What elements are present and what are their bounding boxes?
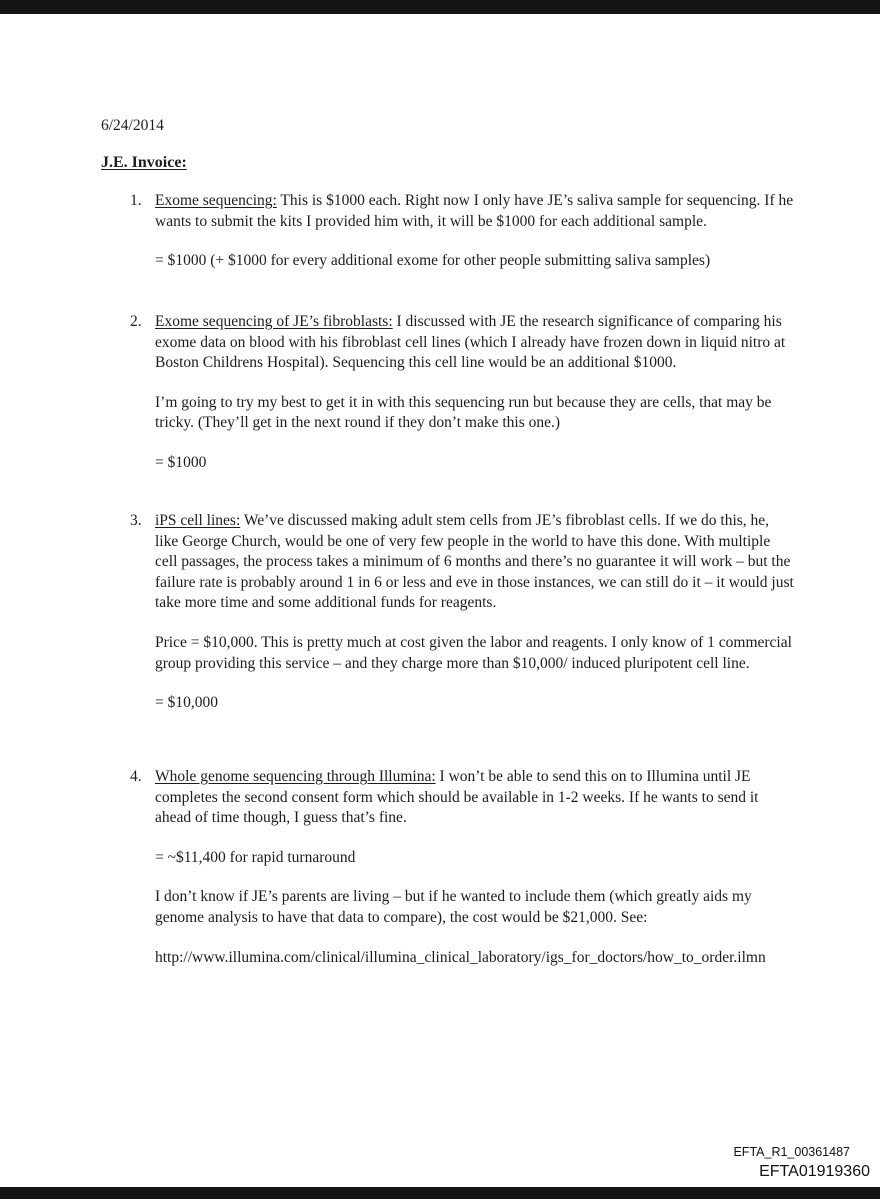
bates-stamp-small: EFTA_R1_00361487 <box>733 1145 850 1159</box>
item-text: This is $1000 each. Right now I only have JE’s saliva sample for sequencing. If he wants to submit the kits I provided him with, it will be $1000 for each additional sample. <box>155 192 794 230</box>
item-cost: = $1000 (+ $1000 for every additional exome for other people submitting saliva samples) <box>155 252 711 270</box>
item-cost: = $10,000 <box>155 694 218 712</box>
item-title: Whole genome sequencing through Illumina: <box>155 768 436 785</box>
item-text: We’ve discussed making adult stem cells from JE’s fibroblast cells. If we do this, he, like George Church, would be one of very few people in the world to have this done. With multiple cell passages, the process takes a minimum of 6 months and there’s no guarantee it will work – but the failure rate is probably around 1 in 6 or less and eve in those instances, we can still do it – it would just take more time and some additional funds for reagents. <box>155 512 794 612</box>
invoice-item-exome <box>130 191 795 272</box>
item-description <box>155 767 795 829</box>
item-text: I discussed with JE the research significance of comparing his exome data on blood with his fibroblast cell lines (which I already have frozen down in liquid nitro at Boston Childrens Hospital). Sequencing this cell line would be an additional $1000. <box>155 313 786 372</box>
item-number: 3. <box>130 512 142 529</box>
item-description <box>155 312 795 374</box>
item-cost: = ~$11,400 for rapid turnaround <box>155 848 356 866</box>
invoice-item-ips-cells <box>130 511 795 714</box>
invoice-heading: J.E. Invoice: <box>101 154 187 171</box>
item-price-note: Price = $10,000. This is pretty much at cost given the labor and reagents. I only know of 1 commercial group providing this service – and they charge more than $10,000/ induced pluripotent cell line. <box>155 633 792 672</box>
item-title: iPS cell lines: <box>155 512 241 529</box>
invoice-item-whole-genome <box>130 767 795 968</box>
scan-border-bottom <box>0 1187 880 1199</box>
item-number: 4. <box>130 768 142 785</box>
item-note: I’m going to try my best to get it in with this sequencing run but because they are cells, that may be tricky. (They’ll get in the next round if they don’t make this one.) <box>155 393 772 432</box>
invoice-item-fibroblasts <box>130 312 795 474</box>
item-text: I won’t be able to send this on to Illumina until JE completes the second consent form which should be available in 1-2 weeks. If he wants to send it ahead of time though, I guess that’s fine. <box>155 768 759 827</box>
illumina-url: http://www.illumina.com/clinical/illumina_clinical_laboratory/igs_for_doctors/how_to_order.ilmn <box>155 948 766 966</box>
scan-border-top <box>0 0 880 14</box>
item-description <box>155 511 795 614</box>
item-cost: = $1000 <box>155 453 207 471</box>
bates-stamp-large: EFTA01919360 <box>759 1163 870 1180</box>
item-number: 1. <box>130 192 142 209</box>
item-title: Exome sequencing: <box>155 192 277 209</box>
item-note: I don’t know if JE’s parents are living – but if he wanted to include them (which greatly aids my genome analysis to have that data to compare), the cost would be $21,000. See: <box>155 888 752 926</box>
item-description <box>155 191 795 232</box>
item-title: Exome sequencing of JE’s fibroblasts: <box>155 313 393 330</box>
document-date: 6/24/2014 <box>101 117 164 134</box>
item-number: 2. <box>130 313 142 330</box>
